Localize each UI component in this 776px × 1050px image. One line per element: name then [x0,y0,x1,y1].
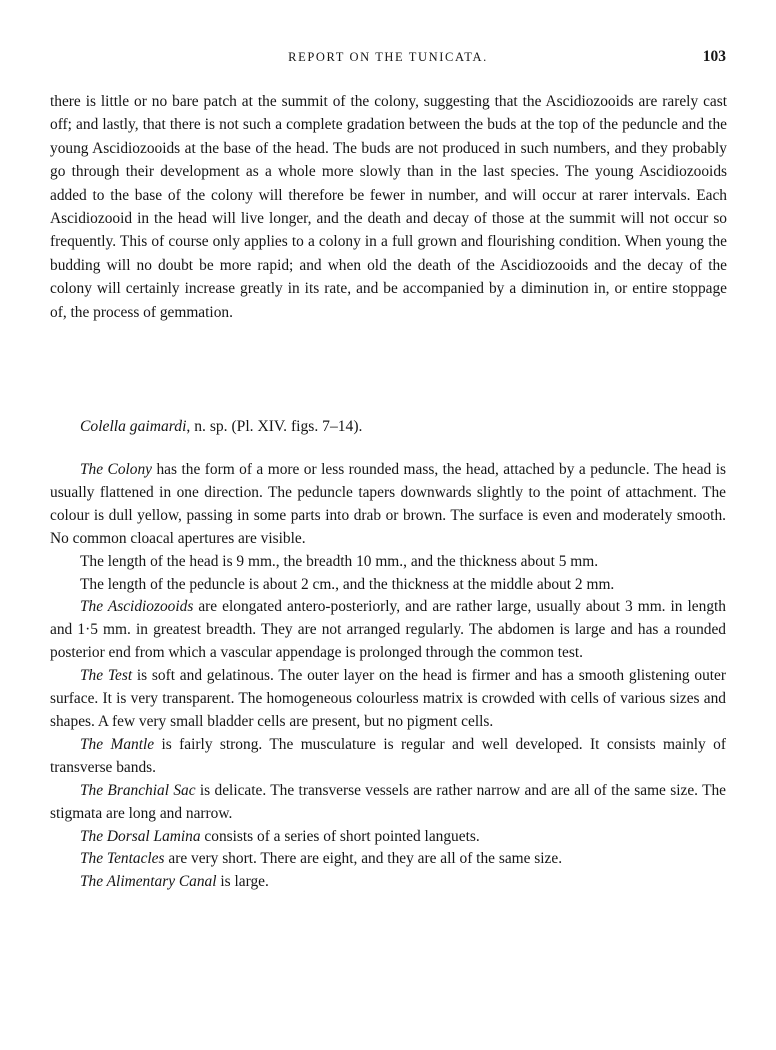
intro-paragraph: there is little or no bare patch at the summit of the colony, suggesting that the Ascidiozooids are rarely cast off; and lastly, that there is not such a complete gradation between the buds at the top of the peduncle and the young Ascidiozooids at the base of the head. The buds are not produced in such numbers, and they probably go through their development as a whole more slowly than in the last species. The young Ascidiozooids added to the base of the colony will therefore be fewer in number, and will occur at rarer intervals. Each Ascidiozooid in the head will live longer, and the death and decay of those at the summit will not occur so frequently. This of course only applies to a colony in a full grown and flourishing condition. When young the budding will no doubt be more rapid; and when old the death of the Ascidiozooids and the decay of the colony will certainly increase greatly in its rate, and be accompanied by a diminution in, or entire stoppage of, the process of gemmation. [50,93,727,321]
section-text: are very short. There are eight, and they are all of the same size. [164,850,563,868]
page-header [50,50,726,72]
section-head-dimensions [50,551,726,574]
section-text: is fairly strong. The musculature is regular and well developed. It consists mainly of transverse bands. [50,735,726,776]
section-test [50,665,726,734]
species-citation: , n. sp. (Pl. XIV. figs. 7–14). [186,418,363,435]
section-dorsal-lamina [50,826,726,849]
section-label: The Mantle [80,735,155,753]
species-heading [80,416,680,438]
species-name: Colella gaimardi [80,418,187,435]
running-head: REPORT ON THE TUNICATA. [288,50,488,64]
section-text: The length of the head is 9 mm., the breadth 10 mm., and the thickness about 5 mm. [80,552,599,570]
section-tentacles [50,848,726,871]
section-label: The Tentacles [80,850,165,868]
section-label: The Colony [80,461,153,478]
section-text: consists of a series of short pointed languets. [200,827,480,845]
section-text: is delicate. The transverse vessels are rather narrow and are all of the same size. The stigmata are long and narrow. [50,781,726,822]
section-colony [50,459,726,551]
section-label: The Test [80,667,133,685]
section-text: is soft and gelatinous. The outer layer on the head is firmer and has a smooth glistening outer surface. It is very transparent. The homogeneous colourless matrix is crowded with cells of various sizes and shapes. A few very small bladder cells are present, but no pigment cells. [50,667,726,730]
section-label: The Dorsal Lamina [80,827,201,845]
section-alimentary-canal [50,871,726,894]
section-mantle [50,734,726,780]
section-text: The length of the peduncle is about 2 cm., and the thickness at the middle about 2 mm. [80,575,615,593]
page-number: 103 [702,48,726,65]
section-label: The Alimentary Canal [80,873,217,891]
section-text: are elongated antero-posteriorly, and are rather large, usually about 3 mm. in length and 1·5 mm. in greatest breadth. They are not arranged regularly. The abdomen is large and has a rounded posterior end from which a vascular appendage is prolonged through the common test. [50,598,726,662]
section-label: The Branchial Sac [80,781,196,799]
section-text: has the form of a more or less rounded mass, the head, attached by a peduncle. The head is usually flattened in one direction. The peduncle tapers downwards slightly to the point of attachment. The colour is dull yellow, passing in some parts into drab or brown. The surface is even and moderately smooth. No common cloacal apertures are visible. [50,461,726,547]
section-peduncle-dimensions [50,574,726,597]
section-label: The Ascidiozooids [80,598,194,616]
section-ascidiozooids [50,596,726,665]
section-branchial-sac [50,780,726,826]
species-description [50,459,726,894]
section-text: is large. [216,873,269,891]
